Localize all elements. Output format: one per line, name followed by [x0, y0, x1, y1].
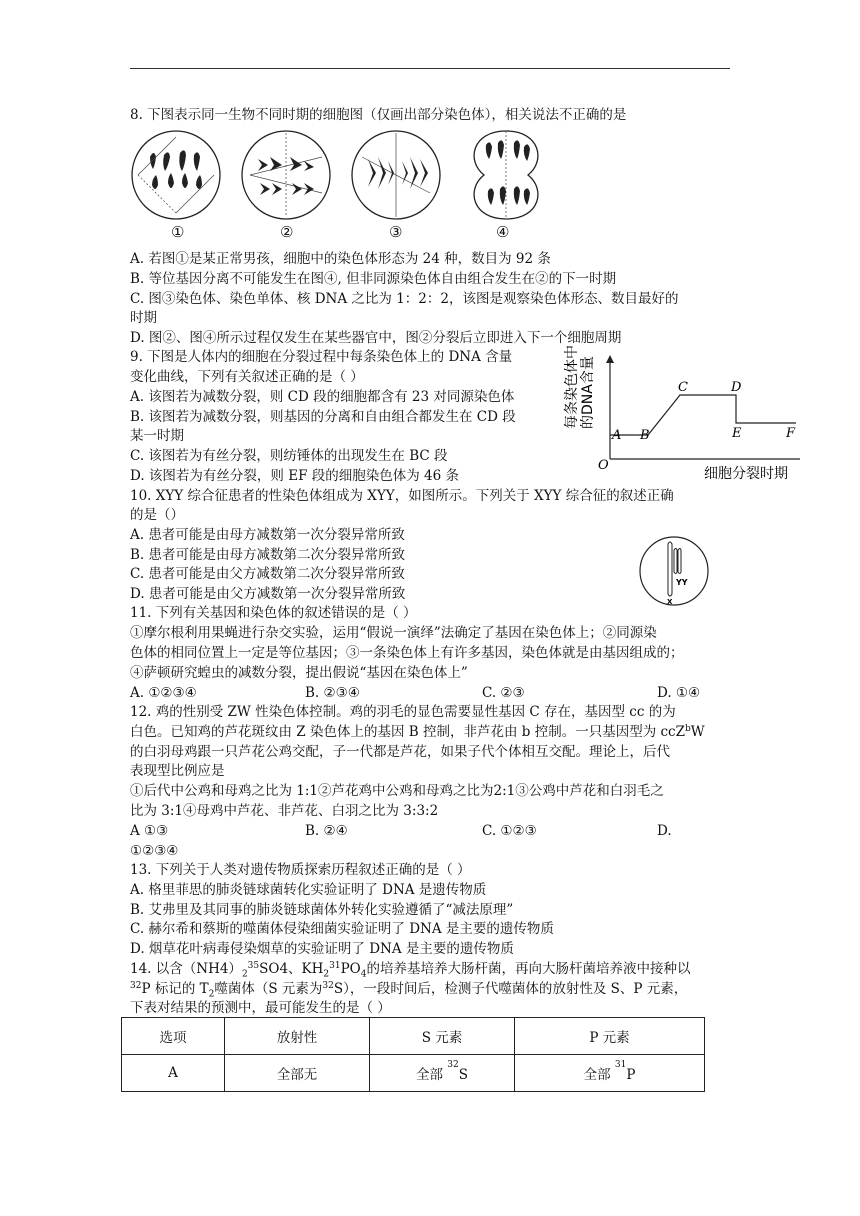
q12-body-1: 12. 鸡的性别受 ZW 性染色体控制。鸡的羽毛的显色需要显性基因 C 存在，基因型 cc 的为 [130, 704, 676, 720]
q11-option-a: A. ①②③④ [130, 685, 197, 701]
q12-body-3: 的白羽母鸡跟一只芦花公鸡交配，子一代都是芦花，如果子代个体相互交配。理论上，后代 [130, 744, 670, 760]
cell-label-4: ④ [496, 223, 510, 241]
q12-body-2-wrap [130, 723, 705, 741]
q10-option-d: D. 患者可能是由父方减数第一次分裂异常所致 [130, 586, 406, 602]
q10-stem-2: 的是（） [130, 507, 184, 523]
graph-point-c: C [678, 380, 688, 395]
table-cell: A [122, 1055, 225, 1092]
q12-sup-b: b [684, 724, 691, 734]
q14-sup-35: 35 [247, 961, 260, 971]
graph-point-a: A [612, 428, 622, 443]
q13-option-c: C. 赫尔希和蔡斯的噬菌体侵染细菌实验证明了 DNA 是主要的遗传物质 [130, 921, 554, 937]
cell-label-2: ② [280, 223, 294, 241]
q8-cell-diagrams [128, 127, 548, 247]
q14-table [121, 1017, 705, 1092]
q11-option-b: B. ②③④ [305, 685, 360, 701]
table-header-row [122, 1018, 705, 1055]
q14-l2b: 噬菌体（S 元素为 [214, 981, 323, 997]
q10-option-b: B. 患者可能是由母方减数第二次分裂异常所致 [130, 547, 406, 563]
q12-w: W [690, 724, 705, 740]
table-cell [515, 1055, 705, 1092]
q12-option-a: A ①③ [130, 823, 169, 839]
q12-body-2: 白色。已知鸡的芦花斑纹由 Z 染色体上的基因 B 控制，非芦花由 b 控制。一只基因型为 ccZ [130, 724, 685, 740]
table-cell [370, 1055, 515, 1092]
cell-s-sup: 32 [447, 1060, 459, 1070]
q9-stem-2: 变化曲线，下列有关叙述正确的是（ ） [130, 369, 364, 385]
q12-option-b: B. ②④ [305, 823, 348, 839]
cell-s-text: 全部 [416, 1067, 443, 1083]
graph-ylabel-1: 每条染色体中 [564, 345, 580, 429]
q9-option-b: B. 该图若为减数分裂，则基因的分离和自由组合都发生在 CD 段 [130, 409, 516, 425]
table-row [122, 1055, 705, 1092]
q12-option-d: D. [657, 823, 672, 839]
q8-option-c-cont: 时期 [130, 310, 157, 326]
q14-sub-t2: 2 [208, 989, 215, 1000]
cell-label-1: ① [171, 223, 185, 241]
q12-body-5: ①后代中公鸡和母鸡之比为 1:1②芦花鸡中公鸡和母鸡之比为2:1③公鸡中芦花和白羽毛之 [130, 783, 664, 799]
header-rule [130, 68, 730, 69]
xyy-label-yy: YY [676, 578, 688, 587]
q10-xyy-cell [638, 532, 710, 610]
q14-sup-31: 31 [329, 961, 341, 971]
q8-option-c: C. 图③染色体、染色单体、核 DNA 之比为 1：2：2，该图是观察染色体形态、数目最好的 [130, 291, 679, 307]
cell-diagram-4 [474, 131, 538, 219]
cell-s-el: S [458, 1067, 468, 1083]
q14-sup-32: 32 [130, 981, 142, 991]
q10-option-a: A. 患者可能是由母方减数第一次分裂异常所致 [130, 527, 405, 543]
q9-option-a: A. 该图若为减数分裂，则 CD 段的细胞都含有 23 对同源染色体 [130, 389, 515, 405]
graph-point-b: B [640, 428, 650, 443]
q14-l1a: 14. 以含（NH4） [130, 961, 242, 977]
graph-origin: O [598, 458, 609, 473]
q9-option-d: D. 该图若为有丝分裂，则 EF 段的细胞染色体为 46 条 [130, 468, 459, 484]
q14-l2c: S），一段时间后，检测子代噬菌体的放射性及 S、P 元素， [333, 981, 688, 997]
q8-option-b: B. 等位基因分离不可能发生在图④, 但非同源染色体自由组合发生在②的下一时期 [130, 271, 617, 287]
q13-option-a: A. 格里菲思的肺炎链球菌转化实验证明了 DNA 是遗传物质 [130, 882, 487, 898]
q9-dna-graph [564, 345, 803, 483]
q11-body-1: ①摩尔根利用果蝇进行杂交实验，运用“假说一演绎”法确定了基因在染色体上；②同源染 [130, 625, 657, 641]
cell-diagram-1 [132, 131, 220, 219]
graph-xlabel: 细胞分裂时期 [704, 466, 788, 482]
q14-line-3: 下表对结果的预测中，最可能发生的是（ ） [130, 1000, 391, 1016]
q11-option-d: D. ①④ [657, 685, 701, 701]
q12-body-4: 表现型比例应是 [130, 763, 225, 779]
table-header-cell: P 元素 [515, 1018, 705, 1055]
graph-ylabel-2: 的DNA含量 [580, 356, 596, 429]
q13-option-b: B. 艾弗里及其同事的肺炎链球菌体外转化实验遵循了“减法原理” [130, 902, 514, 918]
cell-label-3: ③ [389, 223, 403, 241]
q12-option-c: C. ①②③ [482, 823, 537, 839]
graph-point-d: D [731, 380, 742, 395]
table-cell: 全部无 [225, 1055, 370, 1092]
q11-body-3: ④萨顿研究蝗虫的减数分裂，提出假说“基因在染色体上” [130, 665, 468, 681]
cell-p-el: P [626, 1067, 636, 1083]
q11-body-2: 色体的相同位置上一定是等位基因；③一条染色体上有许多基因，染色体就是由基因组成的； [130, 645, 684, 661]
table-header-cell: S 元素 [370, 1018, 515, 1055]
xyy-label-x: X [667, 598, 673, 606]
graph-point-e: E [732, 426, 742, 441]
q11-stem: 11. 下列有关基因和染色体的叙述错误的是（ ） [130, 605, 417, 621]
q9-option-c: C. 该图若为有丝分裂，则纺锤体的出现发生在 BC 段 [130, 448, 448, 464]
q9-option-b-cont: 某一时期 [130, 428, 184, 444]
cell-diagram-2 [242, 131, 330, 219]
table-header-cell: 选项 [122, 1018, 225, 1055]
cell-diagram-3 [352, 131, 440, 219]
q13-stem: 13. 下列关于人类对遗传物质探索历程叙述正确的是（ ） [130, 862, 471, 878]
cell-p-sup: 31 [614, 1060, 627, 1070]
table-header-cell: 放射性 [225, 1018, 370, 1055]
q10-stem-1: 10. XYY 综合征患者的性染色体组成为 XYY，如图所示。下列关于 XYY 综合征的叙述正确 [130, 488, 674, 504]
q14-l1b: SO4、KH [259, 961, 324, 977]
q9-stem-1: 9. 下图是人体内的细胞在分裂过程中每条染色体上的 DNA 含量 [130, 349, 513, 365]
q11-option-c: C. ②③ [482, 685, 525, 701]
q14-l1c: PO [340, 961, 361, 977]
q8-stem: 8. 下图表示同一生物不同时期的细胞图（仅画出部分染色体），相关说法不正确的是 [130, 107, 627, 123]
q8-option-d: D. 图②、图④所示过程仅发生在某些器官中，图②分裂后立即进入下一个细胞周期 [130, 330, 622, 346]
q14-sub-4: 4 [360, 969, 367, 980]
q12-option-d-cont: ①②③④ [130, 843, 179, 859]
q14-sup-32b: 32 [322, 981, 334, 991]
q12-body-6: 比为 3:1④母鸡中芦花、非芦花、白羽之比为 3:3:2 [130, 803, 439, 819]
cell-p-text: 全部 [583, 1067, 611, 1083]
q14-l1d: 的培养基培养大肠杆菌，再向大肠杆菌培养液中接种以 [366, 961, 691, 977]
q14-sub-2b: 2 [323, 969, 330, 980]
q14-sub-2: 2 [241, 969, 248, 980]
q8-option-a: A. 若图①是某正常男孩，细胞中的染色体形态为 24 种，数目为 92 条 [130, 251, 551, 267]
q10-option-c: C. 患者可能是由父方减数第二次分裂异常所致 [130, 566, 405, 582]
q14-l2a: P 标记的 T [141, 981, 209, 997]
graph-point-f: F [786, 426, 796, 441]
q13-option-d: D. 烟草花叶病毒侵染烟草的实验证明了 DNA 是主要的遗传物质 [130, 941, 514, 957]
